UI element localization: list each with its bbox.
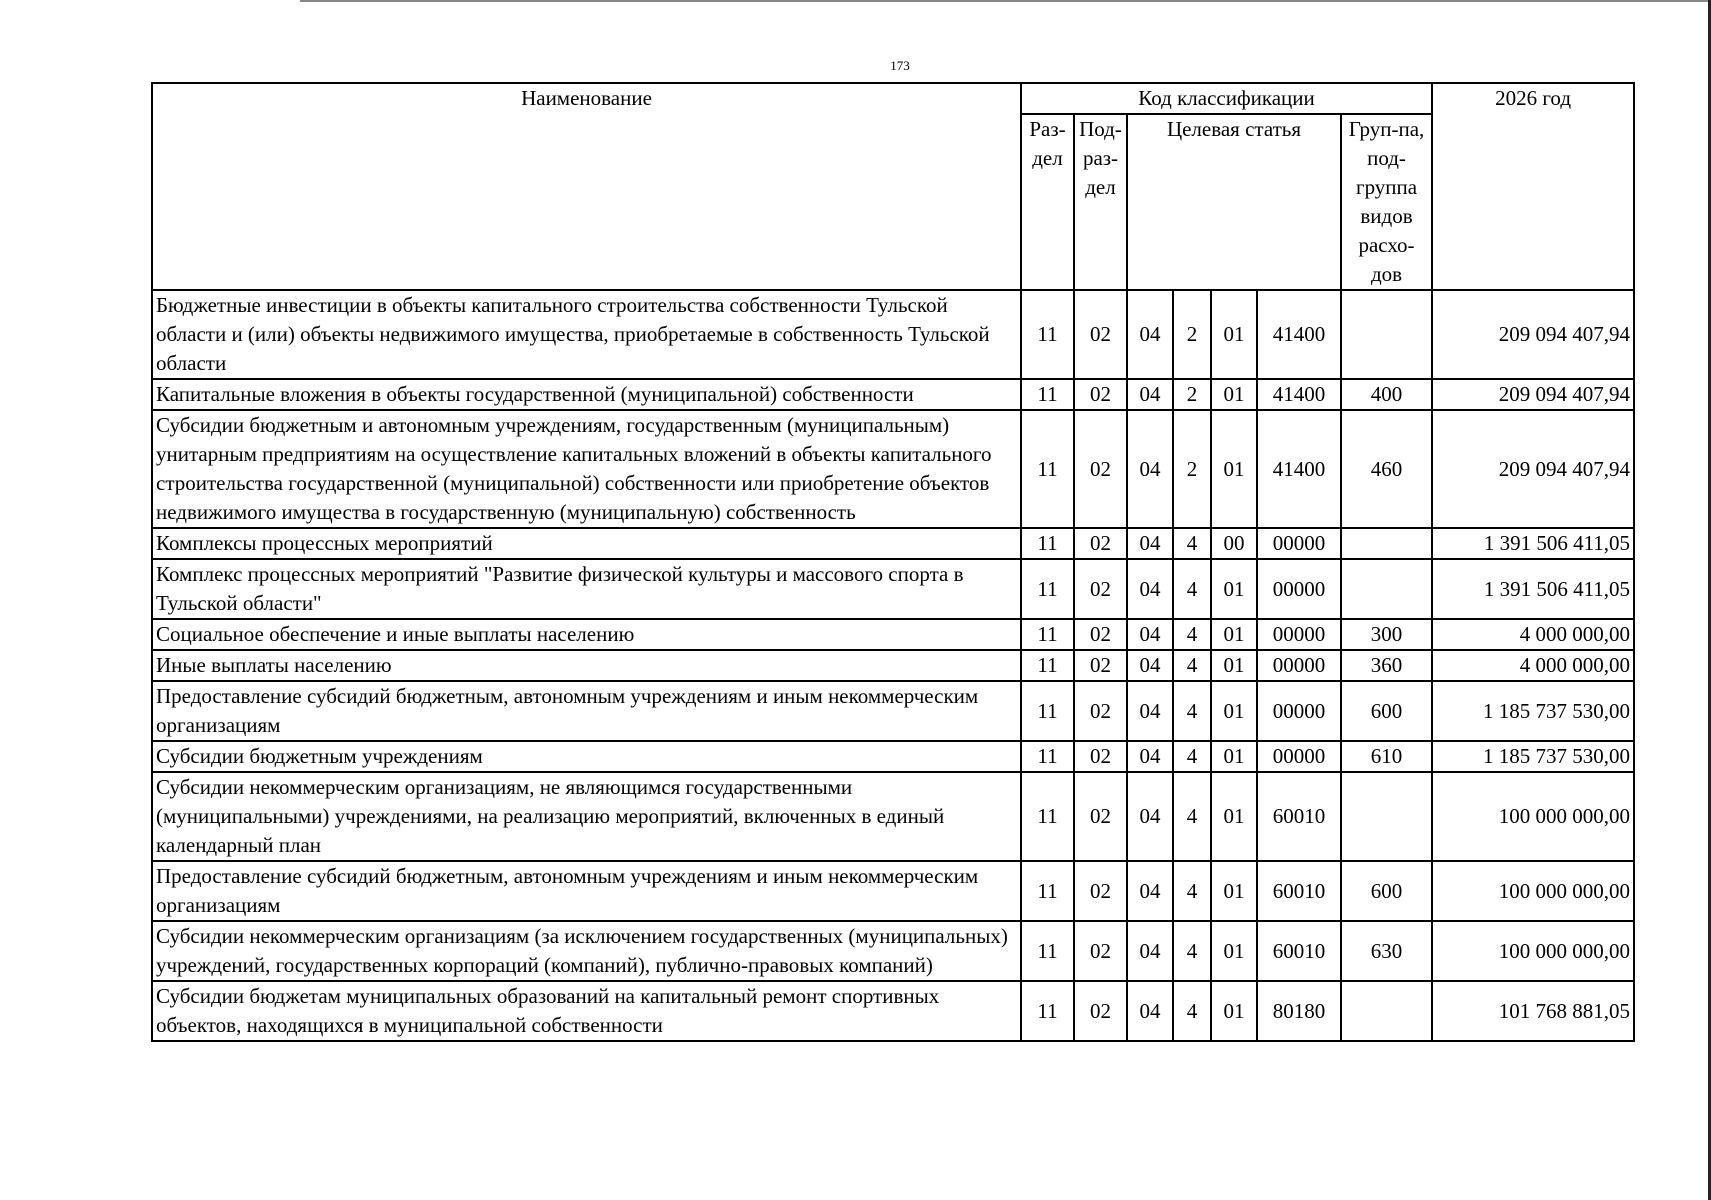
row-code-t3: 01 (1211, 650, 1257, 681)
row-code-t4: 60010 (1257, 921, 1341, 981)
row-code-t2: 4 (1173, 981, 1211, 1041)
row-code-t2: 4 (1173, 681, 1211, 741)
row-code-t1: 04 (1127, 741, 1173, 772)
header-name: Наименование (152, 83, 1021, 290)
row-code-t2: 2 (1173, 410, 1211, 528)
row-code-p: 02 (1074, 379, 1127, 410)
row-code-t1: 04 (1127, 772, 1173, 861)
row-name: Социальное обеспечение и иные выплаты населению (152, 619, 1021, 650)
scan-top-edge (300, 0, 1711, 2)
row-code-r: 11 (1021, 559, 1074, 619)
row-name: Комплексы процессных мероприятий (152, 528, 1021, 559)
table-row (152, 741, 1634, 772)
row-code-t1: 04 (1127, 559, 1173, 619)
row-code-g (1341, 772, 1432, 861)
row-code-t1: 04 (1127, 528, 1173, 559)
row-code-t1: 04 (1127, 619, 1173, 650)
row-code-t1: 04 (1127, 921, 1173, 981)
row-code-t4: 60010 (1257, 861, 1341, 921)
page-number: 173 (890, 58, 910, 73)
table-row (152, 379, 1634, 410)
table-row (152, 772, 1634, 861)
table-row (152, 650, 1634, 681)
row-amount: 209 094 407,94 (1432, 410, 1634, 528)
table-row (152, 981, 1634, 1041)
row-code-r: 11 (1021, 741, 1074, 772)
row-code-p: 02 (1074, 290, 1127, 379)
table-row (152, 619, 1634, 650)
row-amount: 209 094 407,94 (1432, 290, 1634, 379)
row-code-t3: 01 (1211, 410, 1257, 528)
row-code-t2: 4 (1173, 559, 1211, 619)
row-code-t3: 01 (1211, 772, 1257, 861)
row-amount: 1 391 506 411,05 (1432, 559, 1634, 619)
row-code-p: 02 (1074, 741, 1127, 772)
row-code-t1: 04 (1127, 681, 1173, 741)
row-amount: 4 000 000,00 (1432, 650, 1634, 681)
row-code-p: 02 (1074, 559, 1127, 619)
row-code-r: 11 (1021, 921, 1074, 981)
row-code-r: 11 (1021, 290, 1074, 379)
row-code-r: 11 (1021, 681, 1074, 741)
header-code: Код классификации (1021, 83, 1432, 114)
row-code-t1: 04 (1127, 379, 1173, 410)
row-code-g: 360 (1341, 650, 1432, 681)
row-code-p: 02 (1074, 619, 1127, 650)
row-amount: 209 094 407,94 (1432, 379, 1634, 410)
row-code-p: 02 (1074, 921, 1127, 981)
row-amount: 4 000 000,00 (1432, 619, 1634, 650)
row-code-t1: 04 (1127, 981, 1173, 1041)
row-code-t4: 80180 (1257, 981, 1341, 1041)
row-code-t3: 01 (1211, 379, 1257, 410)
row-name: Субсидии некоммерческим организациям (за исключением государственных (муниципальных) учреждений, государственных корпораций (компаний), публично-правовых компаний) (152, 921, 1021, 981)
row-name: Капитальные вложения в объекты государственной (муниципальной) собственности (152, 379, 1021, 410)
row-code-g: 630 (1341, 921, 1432, 981)
row-code-t4: 00000 (1257, 559, 1341, 619)
row-code-p: 02 (1074, 681, 1127, 741)
table-row (152, 410, 1634, 528)
row-code-r: 11 (1021, 772, 1074, 861)
header-subsection: Под-раз-дел (1074, 114, 1127, 290)
row-code-t4: 41400 (1257, 379, 1341, 410)
row-code-t3: 01 (1211, 559, 1257, 619)
row-code-t2: 4 (1173, 772, 1211, 861)
row-code-t3: 01 (1211, 741, 1257, 772)
budget-table (151, 82, 1635, 1042)
row-amount: 1 391 506 411,05 (1432, 528, 1634, 559)
row-name: Субсидии бюджетным учреждениям (152, 741, 1021, 772)
row-code-g: 600 (1341, 681, 1432, 741)
row-code-g (1341, 528, 1432, 559)
row-code-p: 02 (1074, 650, 1127, 681)
row-code-r: 11 (1021, 528, 1074, 559)
row-code-r: 11 (1021, 410, 1074, 528)
table-row (152, 290, 1634, 379)
table-row (152, 861, 1634, 921)
table-row (152, 528, 1634, 559)
row-code-t2: 4 (1173, 528, 1211, 559)
row-name: Предоставление субсидий бюджетным, автономным учреждениям и иным некоммерческим организациям (152, 681, 1021, 741)
row-code-r: 11 (1021, 650, 1074, 681)
row-code-g: 460 (1341, 410, 1432, 528)
row-code-t4: 00000 (1257, 681, 1341, 741)
row-code-t3: 01 (1211, 861, 1257, 921)
row-code-t4: 41400 (1257, 290, 1341, 379)
row-code-t4: 00000 (1257, 619, 1341, 650)
table-body (152, 290, 1634, 1041)
row-name: Иные выплаты населению (152, 650, 1021, 681)
row-code-r: 11 (1021, 379, 1074, 410)
row-code-p: 02 (1074, 528, 1127, 559)
row-code-t2: 4 (1173, 619, 1211, 650)
row-code-t2: 4 (1173, 650, 1211, 681)
row-code-t2: 4 (1173, 861, 1211, 921)
row-code-t2: 2 (1173, 290, 1211, 379)
row-name: Бюджетные инвестиции в объекты капитального строительства собственности Тульской области и (или) объекты недвижимого имущества, приобретаемые в собственность Тульской области (152, 290, 1021, 379)
row-code-t2: 4 (1173, 921, 1211, 981)
row-code-p: 02 (1074, 772, 1127, 861)
row-code-t4: 00000 (1257, 650, 1341, 681)
row-code-t3: 01 (1211, 290, 1257, 379)
row-code-g: 400 (1341, 379, 1432, 410)
row-code-t3: 01 (1211, 619, 1257, 650)
row-code-p: 02 (1074, 861, 1127, 921)
row-code-t4: 41400 (1257, 410, 1341, 528)
row-code-g (1341, 981, 1432, 1041)
table-row (152, 559, 1634, 619)
row-code-g: 600 (1341, 861, 1432, 921)
row-code-g (1341, 290, 1432, 379)
row-code-t1: 04 (1127, 861, 1173, 921)
header-section: Раз-дел (1021, 114, 1074, 290)
header-year: 2026 год (1432, 83, 1634, 290)
row-code-p: 02 (1074, 981, 1127, 1041)
row-code-r: 11 (1021, 981, 1074, 1041)
row-code-t3: 01 (1211, 681, 1257, 741)
row-name: Субсидии бюджетным и автономным учреждениям, государственным (муниципальным) унитарным предприятиям на осуществление капитальных вложений в объекты капитального строительства государственной (муниципальной) собственности или приобретение объектов недвижимого имущества в государственную (муниципальную) собственность (152, 410, 1021, 528)
row-code-t3: 00 (1211, 528, 1257, 559)
header-group: Груп-па, под-группа видов расхо-дов (1341, 114, 1432, 290)
row-name: Субсидии некоммерческим организациям, не являющимся государственными (муниципальными) учреждениями, на реализацию мероприятий, включенных в единый календарный план (152, 772, 1021, 861)
row-code-g: 300 (1341, 619, 1432, 650)
table-row (152, 921, 1634, 981)
row-code-t4: 00000 (1257, 528, 1341, 559)
row-code-t3: 01 (1211, 921, 1257, 981)
row-name: Комплекс процессных мероприятий "Развитие физической культуры и массового спорта в Тульской области" (152, 559, 1021, 619)
row-code-t3: 01 (1211, 981, 1257, 1041)
row-amount: 1 185 737 530,00 (1432, 741, 1634, 772)
row-amount: 100 000 000,00 (1432, 921, 1634, 981)
row-name: Субсидии бюджетам муниципальных образований на капитальный ремонт спортивных объектов, находящихся в муниципальной собственности (152, 981, 1021, 1041)
row-amount: 100 000 000,00 (1432, 772, 1634, 861)
row-code-t2: 2 (1173, 379, 1211, 410)
row-code-g: 610 (1341, 741, 1432, 772)
row-code-t1: 04 (1127, 410, 1173, 528)
header-target: Целевая статья (1127, 114, 1341, 290)
row-code-g (1341, 559, 1432, 619)
row-amount: 1 185 737 530,00 (1432, 681, 1634, 741)
row-name: Предоставление субсидий бюджетным, автономным учреждениям и иным некоммерческим организациям (152, 861, 1021, 921)
row-amount: 101 768 881,05 (1432, 981, 1634, 1041)
row-code-r: 11 (1021, 619, 1074, 650)
table-row (152, 681, 1634, 741)
row-code-t2: 4 (1173, 741, 1211, 772)
row-amount: 100 000 000,00 (1432, 861, 1634, 921)
row-code-t4: 00000 (1257, 741, 1341, 772)
row-code-t1: 04 (1127, 650, 1173, 681)
row-code-t4: 60010 (1257, 772, 1341, 861)
row-code-t1: 04 (1127, 290, 1173, 379)
row-code-r: 11 (1021, 861, 1074, 921)
row-code-p: 02 (1074, 410, 1127, 528)
